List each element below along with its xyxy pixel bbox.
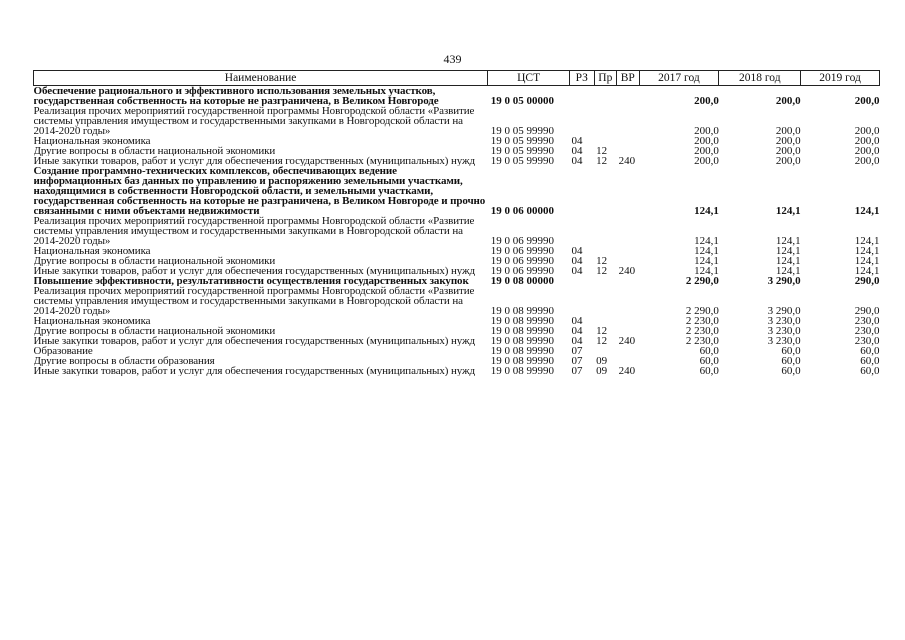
table-row [34, 86, 880, 107]
cell-name: Иные закупки товаров, работ и услуг для обеспечения государственных (муниципальных) нужд [33, 266, 475, 276]
cell-cst: 19 0 05 99990 [490, 156, 554, 166]
cell-pr [594, 316, 617, 326]
cell-name: Иные закупки товаров, работ и услуг для обеспечения государственных (муниципальных) нужд [33, 366, 475, 376]
cell-cst: 19 0 05 99990 [490, 125, 554, 136]
cell-2017: 200,0 [694, 136, 719, 146]
cell-cst: 19 0 06 99990 [490, 246, 554, 256]
header-rz: РЗ [570, 71, 595, 86]
table-row [34, 256, 880, 266]
header-pr: Пр [594, 71, 617, 86]
cell-pr: 09 [596, 366, 608, 376]
cell-cst: 19 0 06 00000 [490, 205, 554, 216]
cell-2017: 124,1 [694, 256, 719, 266]
cell-cst: 19 0 05 00000 [490, 95, 554, 106]
cell-2018: 3 290,0 [767, 276, 801, 286]
cell-name: Реализация прочих мероприятий государственной программы Новгородской области «Развитие системы управления имуществом и государственными закупками в Новгородской области на 2014-2020 годы» [33, 216, 475, 246]
table-row [34, 356, 880, 366]
table-row [34, 156, 880, 166]
cell-vr [617, 146, 640, 156]
cell-rz: 04 [571, 146, 583, 156]
header-cst: ЦСТ [488, 71, 570, 86]
cell-2018: 3 230,0 [767, 326, 801, 336]
cell-vr: 240 [618, 156, 636, 166]
cell-cst: 19 0 08 00000 [490, 276, 554, 286]
cell-name: Иные закупки товаров, работ и услуг для обеспечения государственных (муниципальных) нужд [33, 336, 475, 346]
cell-rz: 04 [571, 266, 583, 276]
cell-cst: 19 0 08 99990 [490, 356, 554, 366]
cell-name: Реализация прочих мероприятий государственной программы Новгородской области «Развитие системы управления имуществом и государственными закупками в Новгородской области на 2014-2020 годы» [33, 286, 475, 316]
cell-2018: 200,0 [775, 136, 801, 146]
cell-2019: 290,0 [854, 305, 880, 316]
cell-2018: 3 230,0 [767, 316, 801, 326]
cell-vr [617, 216, 640, 246]
cell-2018: 124,1 [775, 256, 801, 266]
table-row [34, 166, 880, 216]
cell-cst: 19 0 08 99990 [490, 346, 554, 356]
cell-pr: 12 [596, 266, 608, 276]
cell-2019: 200,0 [854, 136, 880, 146]
cell-name: Национальная экономика [33, 316, 151, 326]
cell-cst: 19 0 08 99990 [490, 305, 554, 316]
cell-pr: 12 [596, 256, 608, 266]
cell-2019: 124,1 [854, 246, 880, 256]
cell-pr [594, 346, 617, 356]
cell-2018: 60,0 [781, 356, 801, 366]
cell-pr: 12 [596, 326, 608, 336]
cell-name: Иные закупки товаров, работ и услуг для обеспечения государственных (муниципальных) нужд [33, 156, 475, 166]
cell-2019: 230,0 [854, 336, 880, 346]
table-row [34, 146, 880, 156]
cell-2017: 200,0 [694, 125, 719, 136]
cell-2019: 200,0 [854, 95, 880, 106]
cell-2019: 124,1 [854, 235, 880, 246]
cell-pr [594, 246, 617, 256]
cell-pr [594, 136, 617, 146]
cell-2017: 200,0 [694, 95, 719, 106]
cell-cst: 19 0 05 99990 [490, 146, 554, 156]
cell-2017: 124,1 [694, 235, 719, 246]
cell-vr: 240 [618, 336, 636, 346]
cell-rz [570, 166, 595, 216]
cell-rz: 07 [571, 356, 583, 366]
cell-rz: 04 [571, 316, 583, 326]
page-number: 439 [443, 52, 462, 66]
cell-2018: 200,0 [775, 146, 801, 156]
cell-vr [617, 316, 640, 326]
cell-pr: 12 [596, 156, 608, 166]
header-2018: 2018 год [719, 71, 801, 86]
cell-rz [570, 286, 595, 316]
cell-2017: 124,1 [694, 246, 719, 256]
cell-2018: 60,0 [781, 346, 801, 356]
cell-2019: 290,0 [854, 276, 880, 286]
table-header-row [34, 71, 880, 86]
cell-2019: 124,1 [854, 256, 880, 266]
cell-vr [617, 86, 640, 107]
cell-2019: 200,0 [854, 146, 880, 156]
cell-cst: 19 0 06 99990 [490, 235, 554, 246]
cell-rz: 04 [571, 156, 583, 166]
table-row [34, 366, 880, 376]
cell-2017: 2 230,0 [685, 326, 719, 336]
table-row [34, 276, 880, 286]
cell-vr [617, 256, 640, 266]
cell-2019: 60,0 [860, 346, 880, 356]
table-row [34, 136, 880, 146]
header-name: Наименование [34, 71, 488, 86]
cell-2017: 200,0 [694, 146, 719, 156]
cell-name: Реализация прочих мероприятий государственной программы Новгородской области «Развитие системы управления имуществом и государственными закупками в Новгородской области на 2014-2020 годы» [33, 106, 475, 136]
cell-vr [617, 276, 640, 286]
cell-rz: 04 [571, 256, 583, 266]
cell-2017: 60,0 [699, 366, 719, 376]
cell-2018: 3 230,0 [767, 336, 801, 346]
cell-vr [617, 166, 640, 216]
cell-pr [594, 166, 617, 216]
cell-name: Повышение эффективности, результативности осуществления государственных закупок [33, 276, 469, 286]
cell-2019: 60,0 [860, 366, 880, 376]
cell-2018: 200,0 [775, 95, 801, 106]
table-row [34, 286, 880, 316]
cell-2018: 200,0 [775, 156, 801, 166]
cell-rz: 07 [571, 346, 583, 356]
cell-cst: 19 0 08 99990 [490, 366, 554, 376]
table-row [34, 346, 880, 356]
cell-2017: 200,0 [694, 156, 719, 166]
header-2017: 2017 год [639, 71, 719, 86]
cell-name: Создание программно-технических комплексов, обеспечивающих ведение информационных баз данных по управлению и распоряжению земельными участками, находящимися в собственности Новгородской области, и земельными участками, государственная собственность на которые не разграничена, в Великом Новгороде и прочно связанными с ними объектами недвижимости [33, 166, 486, 216]
cell-2019: 60,0 [860, 356, 880, 366]
cell-2017: 2 290,0 [685, 305, 719, 316]
cell-rz [570, 106, 595, 136]
header-2019: 2019 год [801, 71, 880, 86]
cell-rz: 04 [571, 326, 583, 336]
cell-2019: 230,0 [854, 326, 880, 336]
cell-cst: 19 0 08 99990 [490, 316, 554, 326]
cell-vr [617, 106, 640, 136]
table-row [34, 266, 880, 276]
cell-pr [594, 286, 617, 316]
cell-cst: 19 0 08 99990 [490, 326, 554, 336]
table-row [34, 316, 880, 326]
cell-2018: 60,0 [781, 366, 801, 376]
cell-2018: 124,1 [775, 266, 801, 276]
cell-pr [594, 106, 617, 136]
cell-cst: 19 0 06 99990 [490, 256, 554, 266]
table-row [34, 106, 880, 136]
cell-2017: 2 230,0 [685, 316, 719, 326]
cell-2018: 3 290,0 [767, 305, 801, 316]
cell-vr: 240 [618, 266, 636, 276]
cell-2018: 124,1 [775, 205, 801, 216]
cell-name: Национальная экономика [33, 136, 151, 146]
cell-rz [570, 216, 595, 246]
cell-2017: 60,0 [699, 356, 719, 366]
cell-2019: 200,0 [854, 125, 880, 136]
cell-2017: 2 230,0 [685, 336, 719, 346]
cell-rz: 07 [571, 366, 583, 376]
cell-rz [570, 276, 595, 286]
cell-cst: 19 0 08 99990 [490, 336, 554, 346]
table-row [34, 326, 880, 336]
cell-pr: 12 [596, 336, 608, 346]
cell-2017: 60,0 [699, 346, 719, 356]
cell-pr [594, 276, 617, 286]
cell-vr [617, 346, 640, 356]
cell-cst: 19 0 05 99990 [490, 136, 554, 146]
cell-2019: 124,1 [854, 266, 880, 276]
cell-vr [617, 136, 640, 146]
cell-vr: 240 [618, 366, 636, 376]
cell-vr [617, 246, 640, 256]
cell-rz [570, 86, 595, 107]
table-row [34, 216, 880, 246]
cell-name: Другие вопросы в области национальной экономики [33, 326, 276, 336]
cell-2017: 124,1 [694, 205, 719, 216]
cell-rz: 04 [571, 246, 583, 256]
cell-name: Другие вопросы в области образования [33, 356, 215, 366]
cell-2019: 200,0 [854, 156, 880, 166]
cell-vr [617, 356, 640, 366]
cell-2017: 124,1 [694, 266, 719, 276]
cell-name: Другие вопросы в области национальной экономики [33, 256, 276, 266]
cell-2019: 230,0 [854, 316, 880, 326]
cell-vr [617, 286, 640, 316]
table-row [34, 246, 880, 256]
cell-2019: 124,1 [854, 205, 880, 216]
cell-pr: 09 [596, 356, 608, 366]
budget-table [33, 70, 880, 376]
table-row [34, 336, 880, 346]
table-body [34, 86, 880, 377]
cell-rz: 04 [571, 336, 583, 346]
cell-2017: 2 290,0 [685, 276, 719, 286]
cell-2018: 124,1 [775, 246, 801, 256]
cell-name: Образование [33, 346, 93, 356]
header-vr: ВР [617, 71, 640, 86]
cell-rz: 04 [571, 136, 583, 146]
cell-name: Другие вопросы в области национальной экономики [33, 146, 276, 156]
cell-pr [594, 216, 617, 246]
cell-pr: 12 [596, 146, 608, 156]
cell-vr [617, 326, 640, 336]
cell-name: Национальная экономика [33, 246, 151, 256]
cell-name: Обеспечение рационального и эффективного использования земельных участков, государственная собственность на которые не разграничена, в Великом Новгороде [33, 85, 439, 106]
cell-pr [594, 86, 617, 107]
cell-cst: 19 0 06 99990 [490, 266, 554, 276]
cell-2018: 200,0 [775, 125, 801, 136]
cell-2018: 124,1 [775, 235, 801, 246]
